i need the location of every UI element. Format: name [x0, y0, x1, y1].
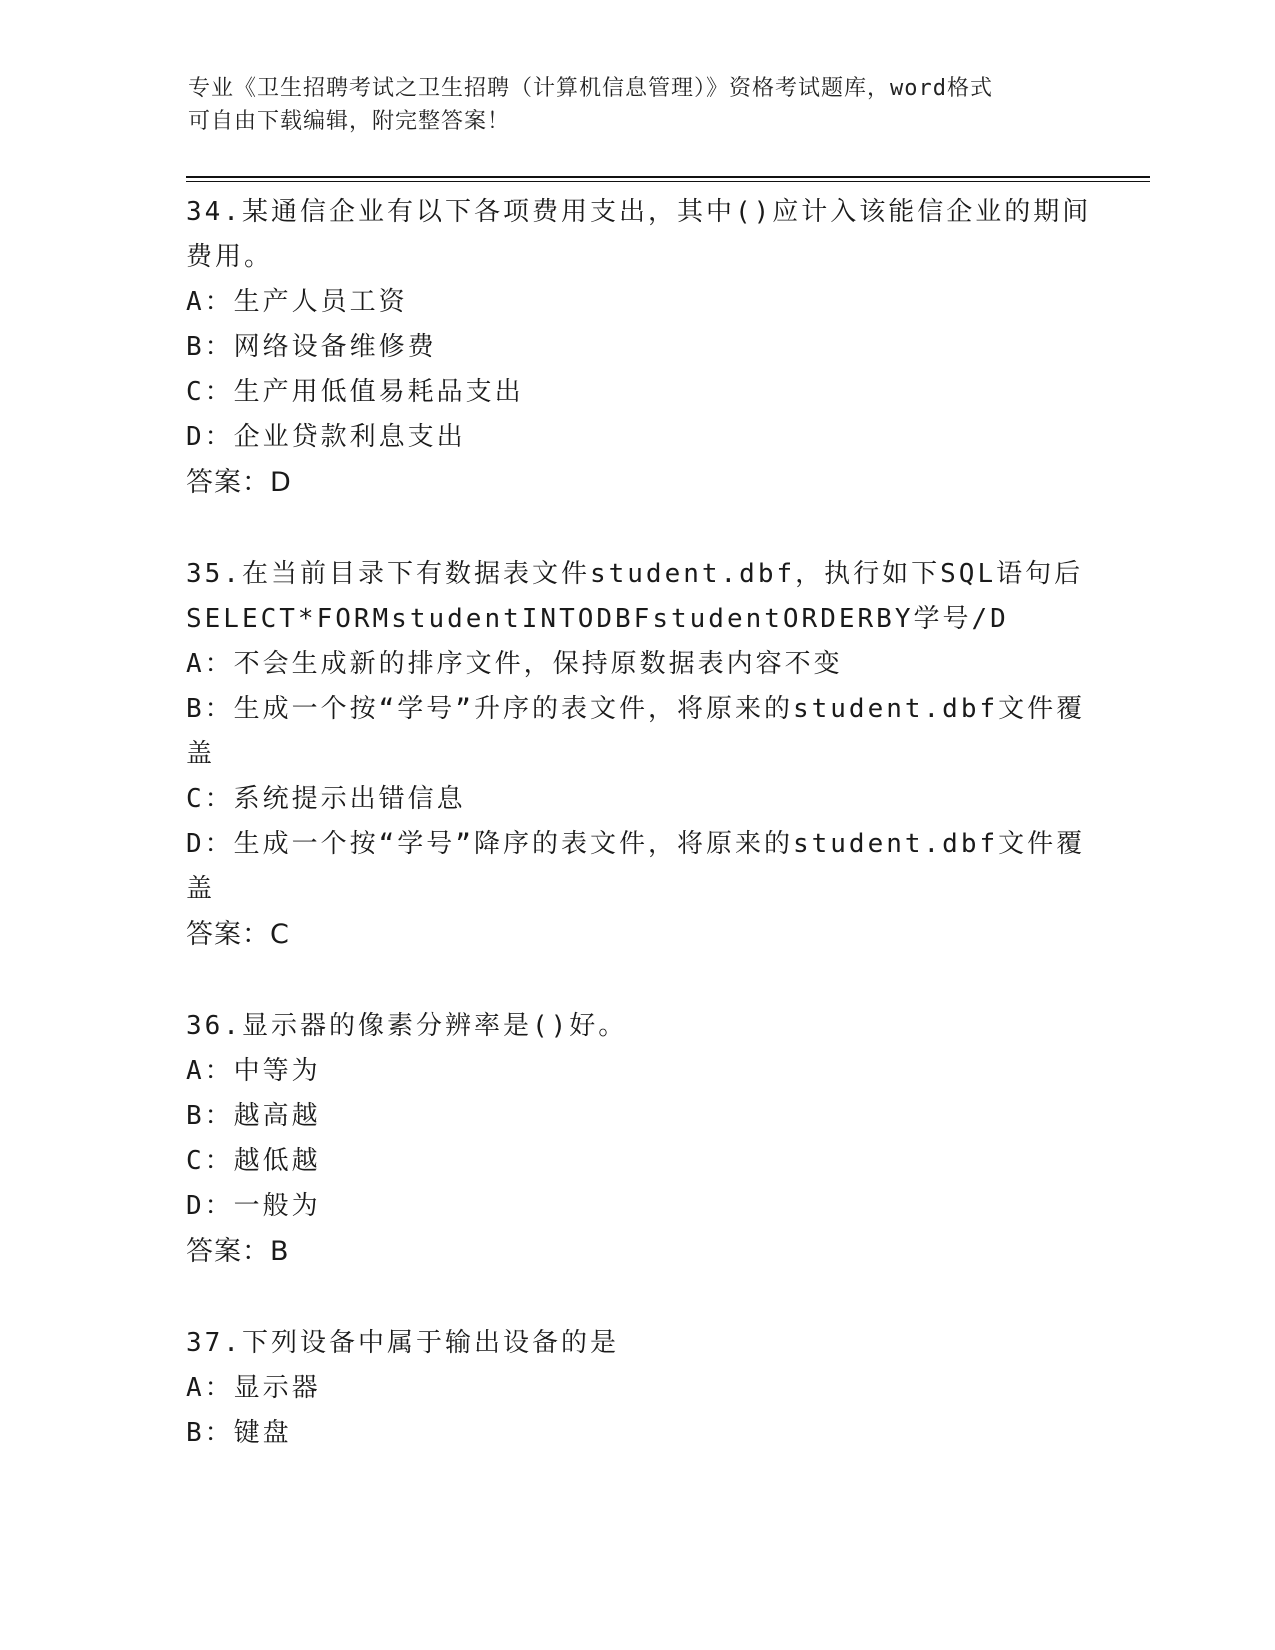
header-line-1: 专业《卫生招聘考试之卫生招聘（计算机信息管理）》资格考试题库，word格式: [188, 76, 993, 101]
question-stem: 34.某通信企业有以下各项费用支出，其中()应计入该能信企业的期间: [186, 197, 1092, 227]
answer-value: C: [270, 919, 290, 950]
document-header: [188, 72, 1088, 138]
answer-label: 答案：: [186, 919, 270, 950]
question-block: [186, 1321, 1086, 1456]
answer-option: A：生产人员工资: [186, 287, 408, 317]
answer-option: D：企业贷款利息支出: [186, 422, 466, 452]
answer-line: [186, 1229, 1086, 1275]
question-stem: SELECT*FORMstudentINTODBFstudentORDERBY学号/D: [186, 604, 1009, 634]
answer-option: C：生产用低值易耗品支出: [186, 377, 524, 407]
answer-value: D: [270, 467, 292, 498]
answer-line: [186, 460, 1086, 506]
answer-option: B：网络设备维修费: [186, 332, 437, 362]
answer-option: B：生成一个按“学号”升序的表文件，将原来的student.dbf文件覆: [186, 694, 1086, 724]
answer-value: B: [270, 1236, 290, 1267]
answer-option: A：不会生成新的排序文件，保持原数据表内容不变: [186, 649, 843, 679]
question-spacer: [186, 506, 1086, 552]
answer-option: D：生成一个按“学号”降序的表文件，将原来的student.dbf文件覆: [186, 829, 1086, 859]
answer-option: D：一般为: [186, 1191, 321, 1221]
question-block: [186, 190, 1092, 506]
answer-option: 盖: [186, 874, 216, 904]
question-stem: 37.下列设备中属于输出设备的是: [186, 1328, 619, 1358]
header-line-2: 可自由下载编辑，附完整答案！: [188, 109, 511, 134]
answer-line: [186, 912, 1086, 958]
answer-option: C：越低越: [186, 1146, 321, 1176]
answer-option: 盖: [186, 739, 216, 769]
answer-label: 答案：: [186, 467, 270, 498]
question-stem: 36.显示器的像素分辨率是()好。: [186, 1011, 628, 1041]
answer-label: 答案：: [186, 1236, 270, 1267]
question-block: [186, 1004, 1086, 1275]
question-spacer: [186, 958, 1086, 1004]
answer-option: C：系统提示出错信息: [186, 784, 466, 814]
question-stem: 费用。: [186, 242, 274, 272]
question-stem: 35.在当前目录下有数据表文件student.dbf，执行如下SQL语句后: [186, 559, 1084, 589]
question-block: [186, 552, 1086, 958]
answer-option: B：越高越: [186, 1101, 321, 1131]
answer-option: A：显示器: [186, 1373, 321, 1403]
answer-option: B：键盘: [186, 1418, 292, 1448]
question-spacer: [186, 1275, 1086, 1321]
header-rule-thin: [186, 181, 1150, 182]
answer-option: A：中等为: [186, 1056, 321, 1086]
question-list: [186, 190, 1092, 1456]
header-rule-thick: [186, 176, 1150, 178]
